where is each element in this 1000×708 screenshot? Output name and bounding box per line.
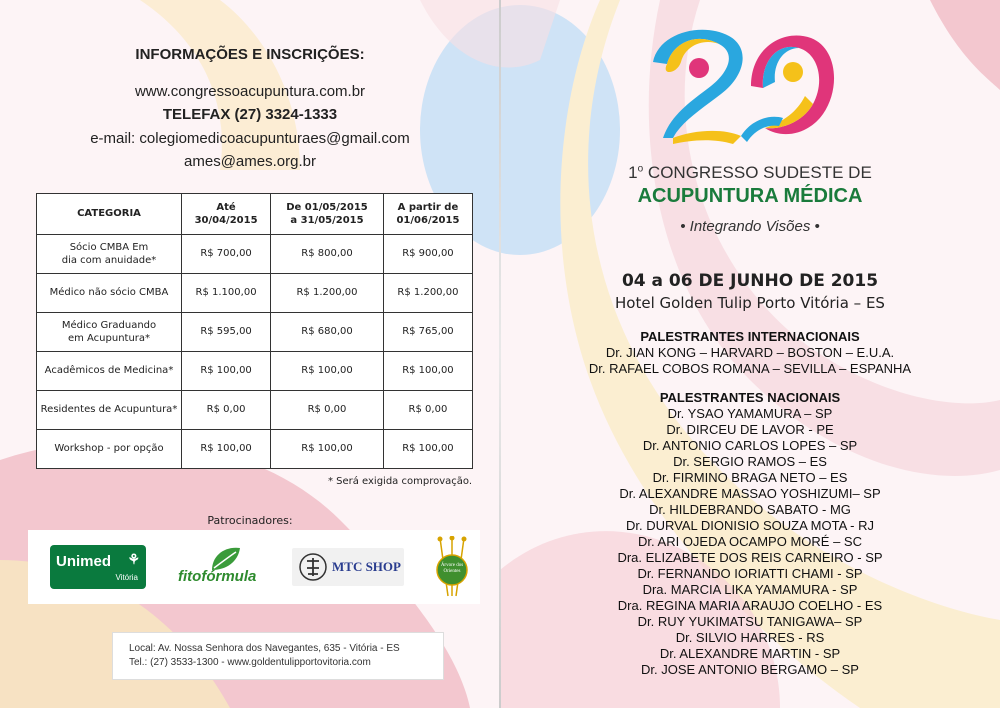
proof-note: * Será exigida comprovação. xyxy=(327,476,472,487)
price-cell: R$ 680,00 xyxy=(271,313,384,352)
header-categoria: CATEGORIA xyxy=(37,194,182,235)
price-cell: R$ 1.200,00 xyxy=(271,274,384,313)
price-cell: R$ 100,00 xyxy=(271,430,384,469)
congress-slogan: • Integrando Visões • xyxy=(680,218,820,235)
speaker: Dr. FIRMINO BRAGA NETO – ES xyxy=(652,470,848,485)
speaker: Dr. ALEXANDRE MARTIN - SP xyxy=(659,646,841,661)
mtc-shop-text: MTC SHOP xyxy=(332,559,401,574)
header-ate: Até 30/04/2015 xyxy=(182,194,271,235)
speaker: Dr. DIRCEU DE LAVOR - PE xyxy=(666,422,834,437)
speaker: Dr. SILVIO HARRES - RS xyxy=(675,630,825,645)
table-row xyxy=(37,352,473,391)
speaker: Dr. HILDEBRANDO SABATO - MG xyxy=(649,502,851,517)
price-cell: R$ 100,00 xyxy=(383,430,472,469)
congress-ordinal: o xyxy=(637,163,644,175)
fitoformula-logo xyxy=(178,544,268,594)
sponsor-strip xyxy=(28,530,480,604)
address-box xyxy=(112,632,444,680)
row-category: Acadêmicos de Medicina* xyxy=(37,352,182,391)
website[interactable]: www.congressoacupuntura.com.br xyxy=(134,83,366,100)
price-table xyxy=(36,193,473,469)
address-line-2[interactable]: Tel.: (27) 3533-1300 - www.goldentulipportovitoria.com xyxy=(129,657,371,668)
address-line-1: Local: Av. Nossa Senhora dos Navegantes, 635 - Vitória - ES xyxy=(129,643,400,654)
arvore-orientes-logo xyxy=(432,536,472,598)
table-row xyxy=(37,274,473,313)
row-category: Sócio CMBA Em dia com anuidade* xyxy=(37,235,182,274)
price-cell: R$ 100,00 xyxy=(383,352,472,391)
row-category: Workshop - por opção xyxy=(37,430,182,469)
speaker: Dra. REGINA MARIA ARAUJO COELHO - ES xyxy=(617,598,883,613)
sponsors-label: Patrocinadores: xyxy=(207,514,293,527)
speaker: Dr. JOSE ANTONIO BERGAMO – SP xyxy=(641,662,859,677)
price-cell: R$ 765,00 xyxy=(383,313,472,352)
email-1[interactable]: e-mail: colegiomedicoacupunturaes@gmail.com xyxy=(90,130,410,147)
speaker: Dra. ELIZABETE DOS REIS CARNEIRO - SP xyxy=(617,550,883,565)
price-cell: R$ 0,00 xyxy=(383,391,472,430)
mtc-shop-logo xyxy=(292,548,404,586)
telefax: TELEFAX (27) 3324-1333 xyxy=(162,106,338,123)
congress-title-line-2: ACUPUNTURA MÉDICA xyxy=(637,185,863,207)
row-category: Residentes de Acupuntura* xyxy=(37,391,182,430)
price-cell: R$ 900,00 xyxy=(383,235,472,274)
speaker: Dr. YSAO YAMAMURA – SP xyxy=(667,406,833,421)
speaker: Dr. SERGIO RAMOS – ES xyxy=(673,454,827,469)
nat-speakers-heading: PALESTRANTES NACIONAIS xyxy=(659,390,841,405)
price-cell: R$ 595,00 xyxy=(182,313,271,352)
unimed-mark-icon: ⚘ xyxy=(127,551,140,567)
congress-title-line-1 xyxy=(500,163,1000,183)
price-cell: R$ 800,00 xyxy=(271,235,384,274)
header-a-partir: A partir de 01/06/2015 xyxy=(383,194,472,235)
right-panel xyxy=(500,0,1000,708)
speaker: Dr. ALEXANDRE MASSAO YOSHIZUMI– SP xyxy=(619,486,881,501)
price-cell: R$ 0,00 xyxy=(271,391,384,430)
fitoformula-text: fitofórmula xyxy=(178,568,257,585)
price-cell: R$ 100,00 xyxy=(182,352,271,391)
email-2[interactable]: ames@ames.org.br xyxy=(184,153,316,170)
arvore-text: Árvore dos Orientes xyxy=(440,563,464,574)
event-date: 04 a 06 DE JUNHO DE 2015 xyxy=(621,271,879,291)
price-cell: R$ 700,00 xyxy=(182,235,271,274)
table-row xyxy=(37,430,473,469)
price-cell: R$ 1.200,00 xyxy=(383,274,472,313)
speaker: Dra. MARCIA LIKA YAMAMURA - SP xyxy=(642,582,858,597)
unimed-name: Unimed xyxy=(56,553,112,570)
speaker: Dr. FERNANDO IORIATTI CHAMI - SP xyxy=(637,566,863,581)
info-title: INFORMAÇÕES E INSCRIÇÕES: xyxy=(135,46,365,63)
speaker: Dr. RUY YUKIMATSU TANIGAWA– SP xyxy=(637,614,863,629)
table-row xyxy=(37,235,473,274)
congress-title-rest: CONGRESSO SUDESTE DE xyxy=(643,163,872,182)
row-category: Médico não sócio CMBA xyxy=(37,274,182,313)
speaker: Dr. ANTONIO CARLOS LOPES – SP xyxy=(642,438,858,453)
table-header-row xyxy=(37,194,473,235)
price-cell: R$ 0,00 xyxy=(182,391,271,430)
speaker: Dr. JIAN KONG – HARVARD – BOSTON – E.U.A. xyxy=(605,345,895,360)
speaker: Dr. DURVAL DIONISIO SOUZA MOTA - RJ xyxy=(626,518,874,533)
unimed-logo xyxy=(50,545,146,589)
price-cell: R$ 100,00 xyxy=(182,430,271,469)
table-row xyxy=(37,391,473,430)
table-row xyxy=(37,313,473,352)
price-cell: R$ 100,00 xyxy=(271,352,384,391)
intl-speakers-heading: PALESTRANTES INTERNACIONAIS xyxy=(640,329,860,344)
speaker: Dr. ARI OJEDA OCAMPO MORÉ – SC xyxy=(638,534,862,549)
mtc-emblem-icon xyxy=(298,552,328,582)
speaker: Dr. RAFAEL COBOS ROMANA – SEVILLA – ESPANHA xyxy=(588,361,912,376)
unimed-city: Vitória xyxy=(115,573,138,582)
price-cell: R$ 1.100,00 xyxy=(182,274,271,313)
event-hotel: Hotel Golden Tulip Porto Vitória – ES xyxy=(615,294,885,312)
congress-logo-icon xyxy=(633,18,843,146)
congress-number: 1 xyxy=(628,163,638,182)
header-de: De 01/05/2015 a 31/05/2015 xyxy=(271,194,384,235)
row-category: Médico Graduando em Acupuntura* xyxy=(37,313,182,352)
